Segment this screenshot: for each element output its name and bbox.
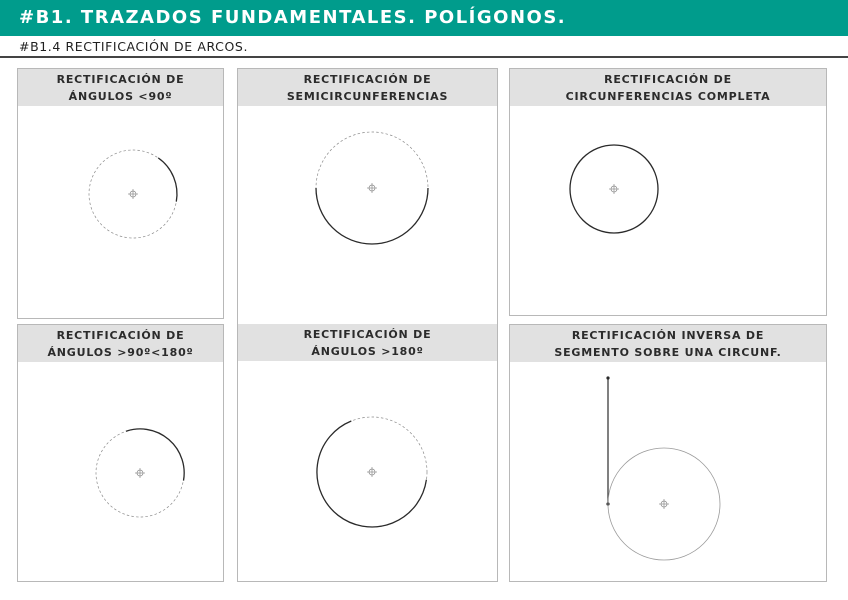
- section-subtitle: #B1.4 RECTIFICACIÓN DE ARCOS.: [19, 39, 249, 54]
- center-mark-icon: [659, 499, 669, 509]
- arc-segment: [126, 429, 184, 481]
- panel-title-line1: RECTIFICACIÓN INVERSA DE: [571, 328, 765, 342]
- panel-title-line2: CIRCUNFERENCIAS COMPLETA: [565, 89, 771, 103]
- arc-diagram: [510, 325, 828, 583]
- center-mark-icon: [367, 467, 377, 477]
- panel-title-line2: ÁNGULOS <90º: [68, 89, 173, 103]
- panel-title-line1: RECTIFICACIÓN DE: [303, 72, 432, 86]
- panel-angles-90-180: [17, 324, 224, 582]
- segment-endpoint: [606, 376, 609, 379]
- panel-title-line1: RECTIFICACIÓN DE: [604, 72, 732, 86]
- panel-angles-gt-180: [237, 324, 498, 582]
- center-mark-icon: [135, 468, 145, 478]
- arc-segment: [158, 158, 177, 202]
- arc-diagram: [18, 69, 225, 320]
- center-mark-icon: [609, 184, 619, 194]
- arc-segment: [316, 188, 428, 244]
- panel-title-line1: RECTIFICACIÓN DE: [56, 72, 185, 86]
- header-divider: [0, 56, 848, 58]
- center-mark-icon: [128, 189, 138, 199]
- arc-diagram: [238, 324, 499, 582]
- page-title: #B1. TRAZADOS FUNDAMENTALES. POLÍGONOS.: [19, 7, 567, 28]
- center-mark-icon: [367, 183, 377, 193]
- arc-diagram: [18, 325, 225, 583]
- panel-title-line2: ÁNGULOS >180º: [311, 344, 424, 358]
- arc-diagram: [510, 69, 828, 317]
- panel-title-line1: RECTIFICACIÓN DE: [56, 328, 185, 342]
- panel-title-line1: RECTIFICACIÓN DE: [303, 327, 432, 341]
- panel-full-circumference: [509, 68, 827, 316]
- title-bar: [0, 0, 848, 36]
- panel-angles-lt-90: [17, 68, 224, 319]
- panel-title-line2: SEGMENTO SOBRE UNA CIRCUNF.: [554, 345, 782, 359]
- panel-inverse-rectification: [509, 324, 827, 582]
- panel-title-line2: ÁNGULOS >90º<180º: [47, 345, 194, 359]
- panel-title-line2: SEMICIRCUNFERENCIAS: [286, 89, 449, 103]
